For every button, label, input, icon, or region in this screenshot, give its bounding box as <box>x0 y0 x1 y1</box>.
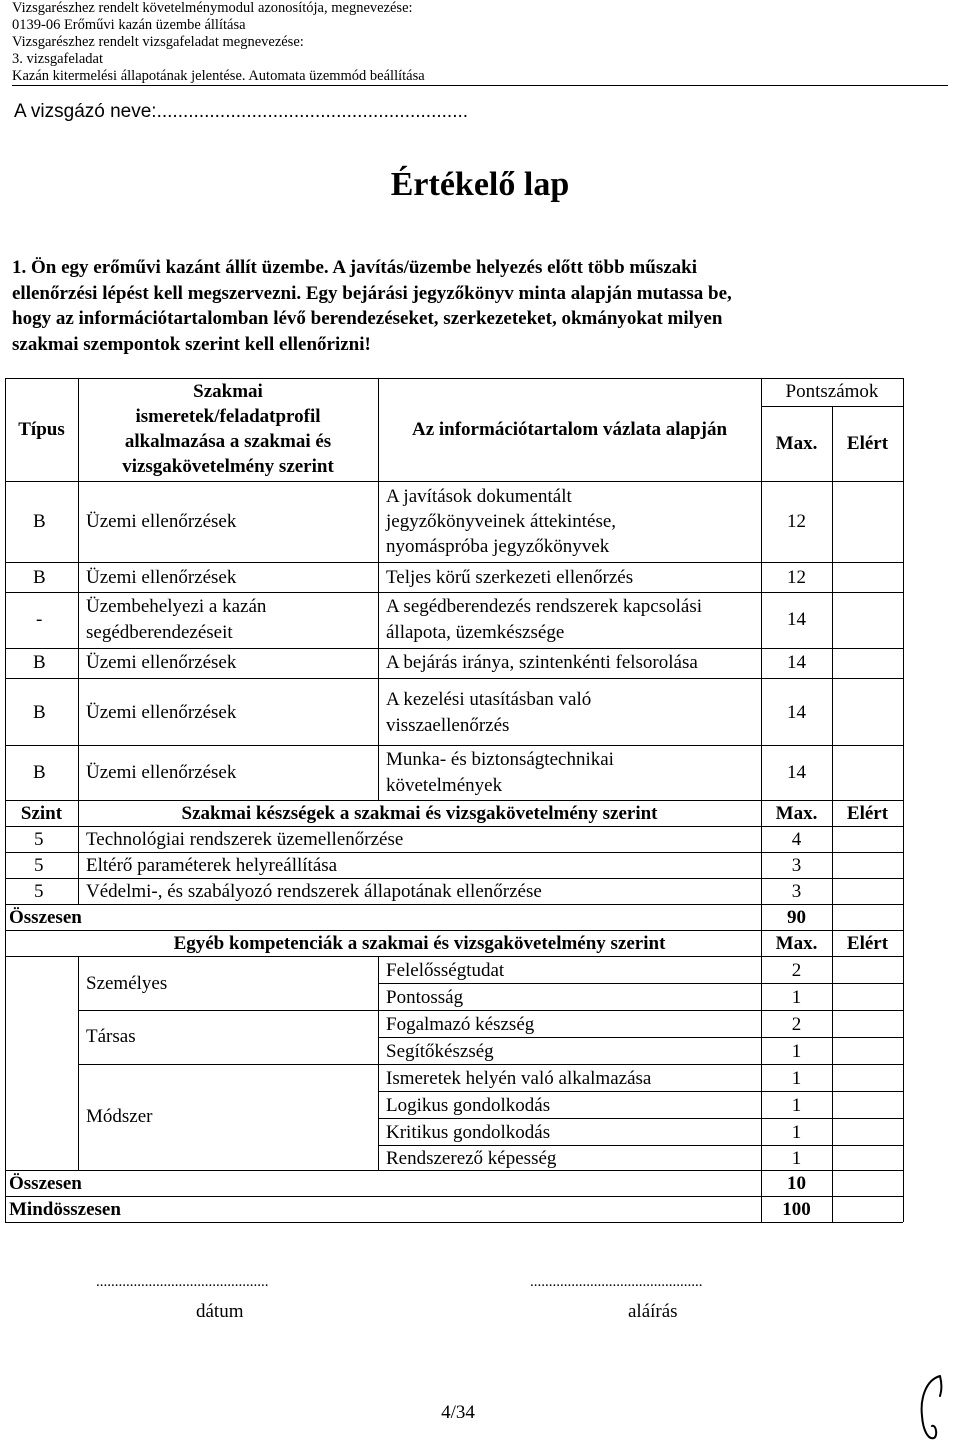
row-competency: Kritikus gondolkodás <box>386 1122 551 1143</box>
col-header-points: Pontszámok <box>785 381 879 402</box>
col-header-info: Az információtartalom vázlata alapján <box>411 419 728 440</box>
section-title-competencies: Egyéb kompetenciák a szakmai és vizsgakövetelmény szerint <box>173 933 666 954</box>
row-profile: Üzemi ellenőrzések <box>86 511 237 532</box>
row-max: 1 <box>791 1095 802 1116</box>
handwritten-signature <box>912 1370 952 1445</box>
row-max: 14 <box>787 652 806 673</box>
row-max: 3 <box>791 881 802 902</box>
signature-label: aláírás <box>628 1301 678 1322</box>
competency-group-method: Módszer <box>86 1106 153 1127</box>
task-line: 1. Ön egy erőművi kazánt állít üzembe. A javítás/üzembe helyezés előtt több műszaki <box>12 257 697 278</box>
row-type: - <box>36 609 43 630</box>
task-line: ellenőrzési lépést kell megszervezni. Egy bejárási jegyzőkönyv minta alapján mutassa be, <box>12 282 732 304</box>
competency-group-social: Társas <box>86 1026 136 1047</box>
page-number: 4/34 <box>441 1402 475 1423</box>
row-profile: Üzemi ellenőrzések <box>86 762 237 783</box>
col-header-max: Max. <box>775 803 818 824</box>
candidate-name-field[interactable]: A vizsgázó neve:........................................................... <box>14 101 469 122</box>
task-description <box>12 255 904 358</box>
module-header <box>12 0 948 86</box>
row-type: B <box>33 652 46 673</box>
row-max: 1 <box>791 1041 802 1062</box>
row-competency: Segítőkészség <box>386 1041 494 1062</box>
row-info: A segédberendezés rendszerek kapcsolási <box>386 596 702 617</box>
task-line: szakmai szempontok szerint kell ellenőrizni! <box>12 334 371 356</box>
row-info: A kezelési utasításban való <box>386 689 592 710</box>
row-level: 5 <box>34 829 44 850</box>
row-info: nyomáspróba jegyzőkönyvek <box>386 536 610 557</box>
date-line[interactable]: .............................................. <box>96 1274 269 1290</box>
row-max: 14 <box>787 609 806 630</box>
row-info: jegyzőkönyveinek áttekintése, <box>386 511 617 532</box>
date-label: dátum <box>196 1301 244 1322</box>
row-competency: Ismeretek helyén való alkalmazása <box>386 1068 652 1089</box>
row-info: Munka- és biztonságtechnikai <box>386 749 614 770</box>
row-type: B <box>33 511 46 532</box>
row-info: visszaellenőrzés <box>386 715 510 736</box>
row-info: állapota, üzemkészsége <box>386 622 565 643</box>
row-info: A javítások dokumentált <box>386 486 572 507</box>
row-max: 2 <box>791 960 802 981</box>
row-competency: Fogalmazó készség <box>386 1014 535 1035</box>
row-skill: Technológiai rendszerek üzemellenőrzése <box>86 829 404 850</box>
row-competency: Rendszerező képesség <box>386 1148 557 1169</box>
col-header-type: Típus <box>18 419 65 440</box>
header-line: 3. vizsgafeladat <box>12 51 103 67</box>
header-line: Kazán kitermelési állapotának jelentése. Automata üzemmód beállítása <box>12 68 948 86</box>
subtotal-value: 10 <box>787 1173 806 1194</box>
row-profile: Üzemi ellenőrzések <box>86 567 237 588</box>
header-line: Vizsgarészhez rendelt követelménymodul azonosítója, megnevezése: <box>12 0 413 16</box>
row-max: 2 <box>791 1014 802 1035</box>
page-title: Értékelő lap <box>390 166 570 203</box>
task-line: hogy az információtartalomban lévő berendezéseket, szerkezeteket, okmányokat milyen <box>12 308 723 330</box>
row-profile: Üzemi ellenőrzések <box>86 702 237 723</box>
row-profile: Üzembehelyezi a kazán <box>86 596 267 617</box>
grand-total-label: Mindösszesen <box>9 1199 121 1220</box>
col-header-achieved: Elért <box>846 933 889 954</box>
col-header-achieved: Elért <box>846 803 889 824</box>
col-header-max: Max. <box>775 933 818 954</box>
col-header-profile: Szakmai <box>193 381 263 402</box>
col-header-profile: vizsgakövetelmény szerint <box>122 456 334 477</box>
row-skill: Védelmi-, és szabályozó rendszerek állapotának ellenőrzése <box>86 881 542 902</box>
row-max: 14 <box>787 702 806 723</box>
row-max: 14 <box>787 762 806 783</box>
row-competency: Felelősségtudat <box>386 960 505 981</box>
row-competency: Logikus gondolkodás <box>386 1095 551 1116</box>
col-header-level: Szint <box>20 803 63 824</box>
subtotal-label: Összesen <box>9 907 82 928</box>
header-line: Vizsgarészhez rendelt vizsgafeladat megnevezése: <box>12 34 304 50</box>
col-header-profile: ismeretek/feladatprofil <box>135 406 321 427</box>
signature-line[interactable]: .............................................. <box>530 1274 703 1290</box>
col-header-profile: alkalmazása a szakmai és <box>124 431 332 452</box>
competency-group-personal: Személyes <box>86 973 168 994</box>
col-header-max: Max. <box>775 433 818 454</box>
row-max: 1 <box>791 1068 802 1089</box>
row-info: követelmények <box>386 775 503 796</box>
row-level: 5 <box>34 855 44 876</box>
col-header-achieved: Elért <box>846 433 889 454</box>
row-skill: Eltérő paraméterek helyreállítása <box>86 855 338 876</box>
row-type: B <box>33 762 46 783</box>
row-max: 1 <box>791 1122 802 1143</box>
subtotal-value: 90 <box>787 907 806 928</box>
row-max: 4 <box>791 829 802 850</box>
row-profile: Üzemi ellenőrzések <box>86 652 237 673</box>
row-max: 3 <box>791 855 802 876</box>
row-level: 5 <box>34 881 44 902</box>
header-line: 0139-06 Erőművi kazán üzembe állítása <box>12 17 246 33</box>
row-max: 1 <box>791 987 802 1008</box>
subtotal-label: Összesen <box>9 1173 82 1194</box>
grand-total-value: 100 <box>782 1199 811 1220</box>
row-profile: segédberendezéseit <box>86 622 233 643</box>
row-max: 12 <box>787 511 806 532</box>
row-max: 1 <box>791 1148 802 1169</box>
section-title-skills: Szakmai készségek a szakmai és vizsgakövetelmény szerint <box>181 803 658 824</box>
row-competency: Pontosság <box>386 987 464 1008</box>
row-info: A bejárás iránya, szintenkénti felsorolása <box>386 652 698 673</box>
row-info: Teljes körű szerkezeti ellenőrzés <box>386 567 634 588</box>
row-type: B <box>33 702 46 723</box>
row-max: 12 <box>787 567 806 588</box>
row-type: B <box>33 567 46 588</box>
